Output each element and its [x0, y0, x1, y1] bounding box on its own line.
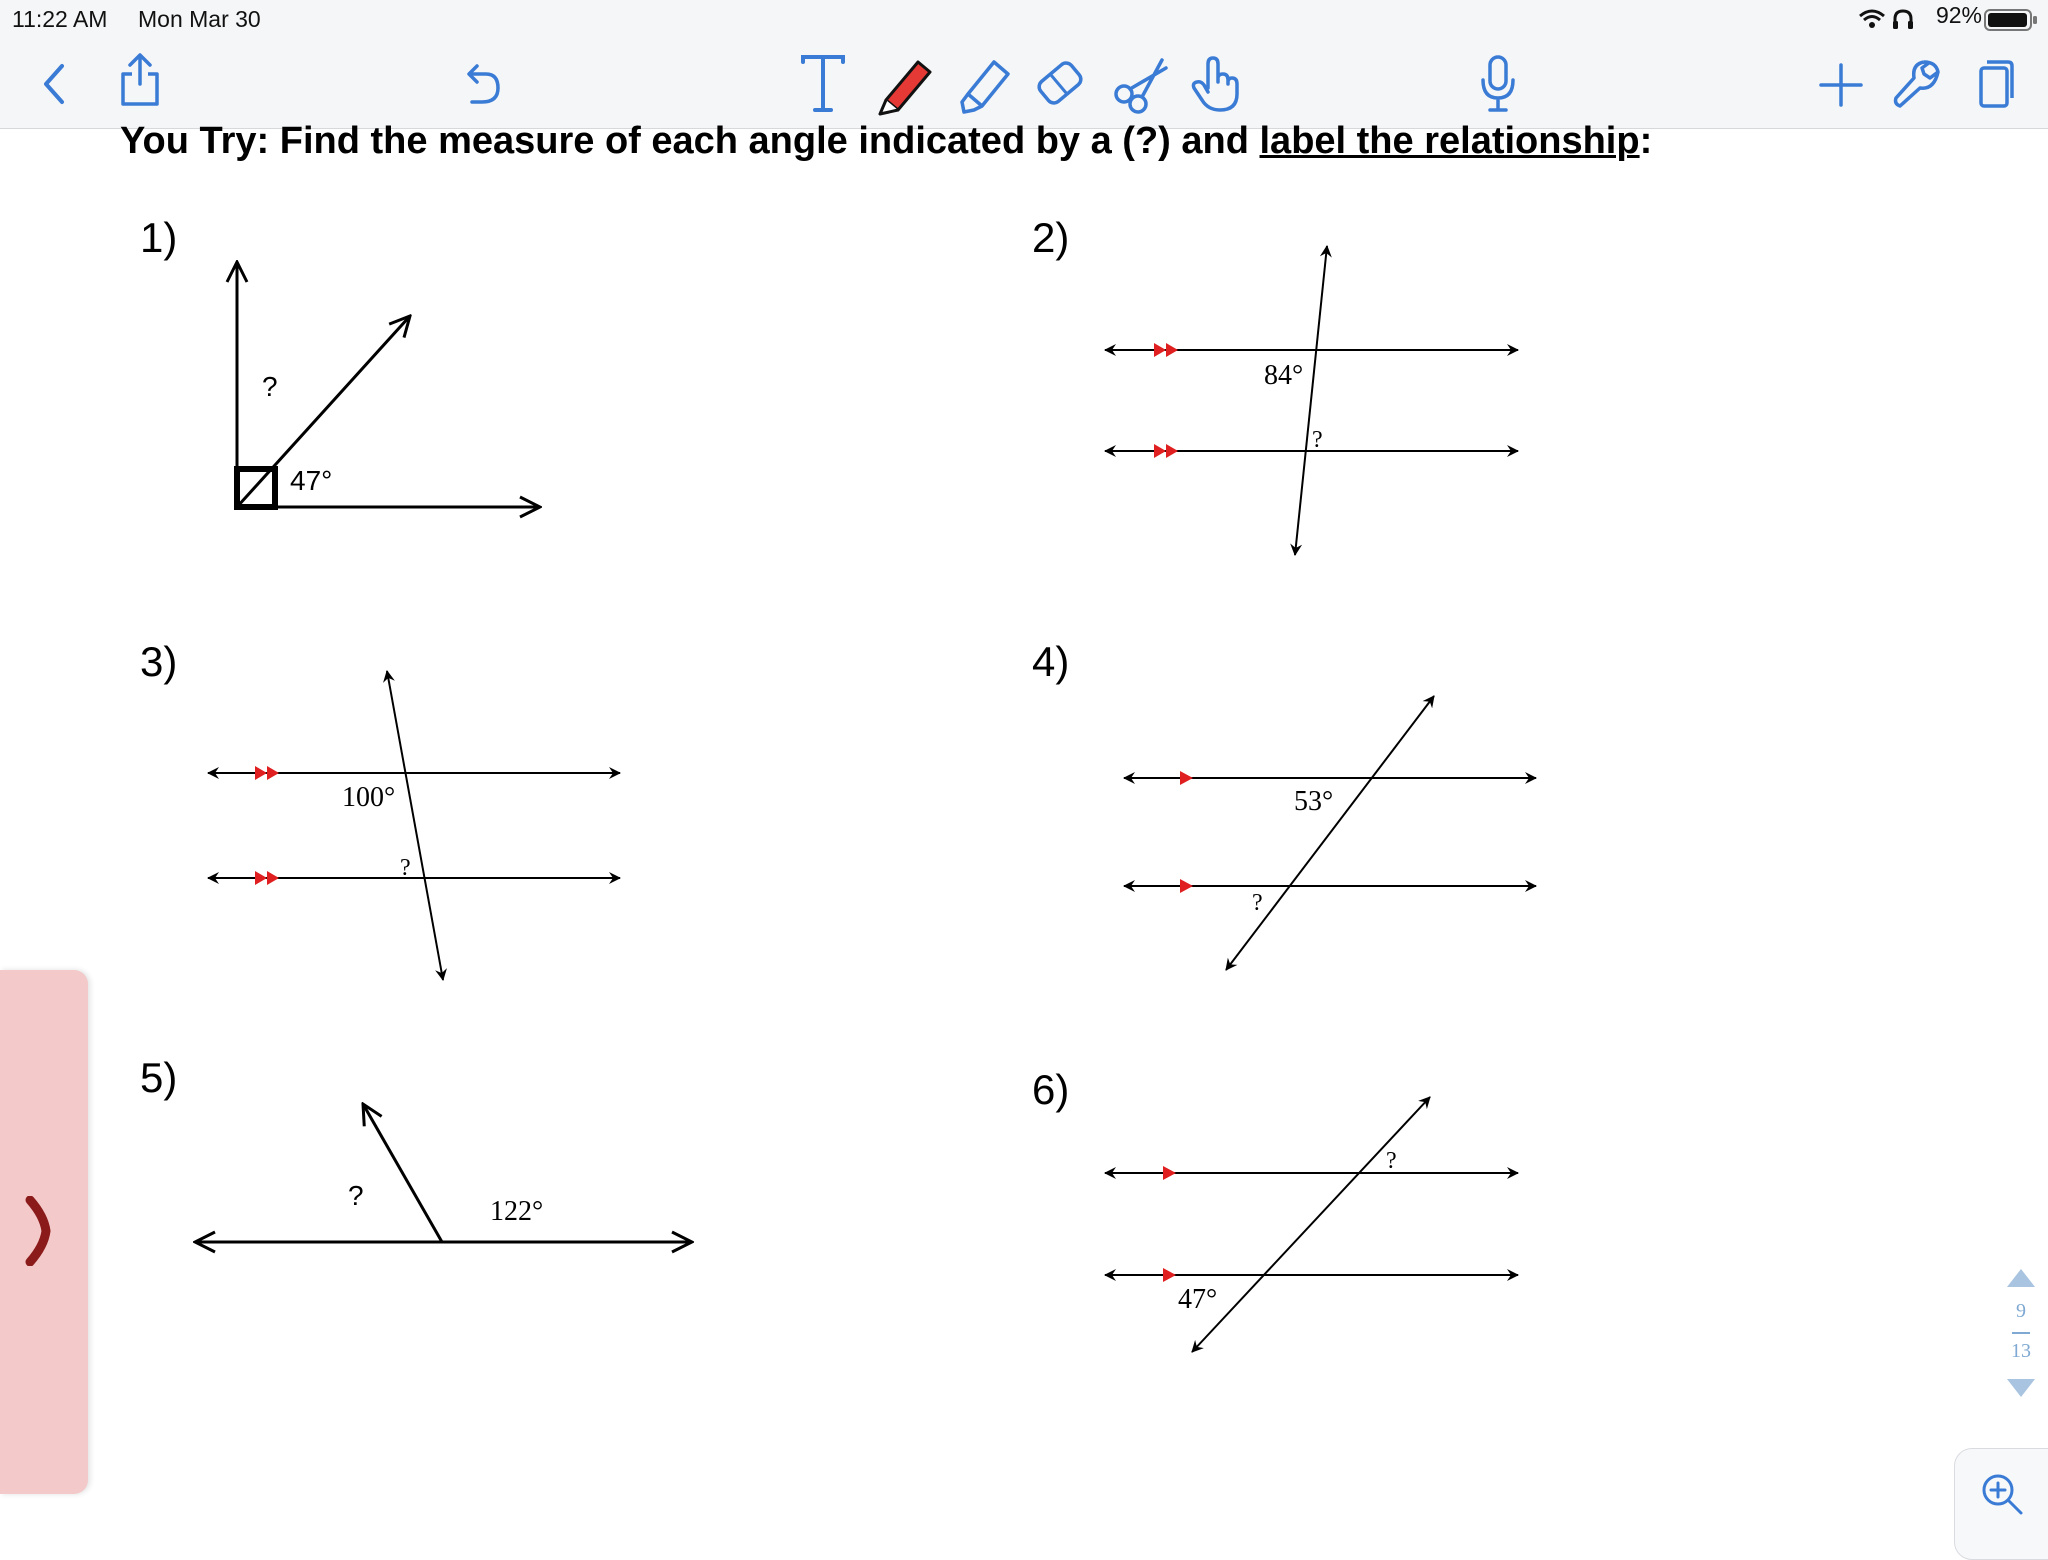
problem-1-number: 1) [140, 214, 178, 261]
zoom-button[interactable] [1954, 1448, 2048, 1560]
status-date: Mon Mar 30 [138, 6, 261, 32]
status-time: 11:22 AM [12, 6, 108, 32]
problem-1-angle-label: 47° [290, 465, 333, 496]
problem-5-diagram [195, 1104, 692, 1242]
problem-5-unknown-label: ? [348, 1180, 364, 1211]
parallel-marks [1163, 1166, 1176, 1282]
heading-colon: : [1639, 120, 1653, 162]
current-page-number: 9 [2016, 1300, 2026, 1322]
problem-2-number: 2) [1032, 214, 1070, 261]
page-divider [2012, 1332, 2030, 1334]
total-page-number: 13 [2011, 1340, 2031, 1362]
problem-1-unknown-label: ? [262, 371, 278, 402]
zoom-in-icon[interactable] [1979, 1471, 2025, 1517]
problem-3-diagram [208, 671, 620, 980]
problem-3-angle-label: 100° [342, 782, 396, 813]
problem-4-angle-label: 53° [1294, 786, 1334, 817]
heading-text: You Try: Find the measure of each angle indicated by a (?) and [120, 120, 1260, 162]
problem-2-diagram [1105, 246, 1518, 555]
problem-6-unknown-label: ? [1386, 1148, 1397, 1174]
problem-2-unknown-label: ? [1312, 427, 1323, 453]
problem-4-unknown-label: ? [1252, 890, 1263, 916]
parallel-marks [1180, 771, 1193, 893]
problem-4-number: 4) [1032, 638, 1070, 685]
problem-1-diagram [237, 262, 540, 507]
battery-percentage: 92% [1935, 2, 1982, 28]
problem-6-diagram [1105, 1097, 1518, 1352]
problem-2-angle-label: 84° [1264, 360, 1304, 391]
problem-3-number: 3) [140, 638, 178, 685]
page-up-icon[interactable] [2006, 1268, 2036, 1288]
page-indicator [2006, 1268, 2036, 1398]
problem-4-diagram [1124, 696, 1536, 970]
parallel-marks [1154, 343, 1178, 458]
parallel-marks [255, 766, 279, 885]
problem-6-number: 6) [1032, 1066, 1070, 1113]
problem-6-angle-label: 47° [1178, 1284, 1218, 1315]
problem-5-number: 5) [140, 1054, 178, 1101]
page-down-icon[interactable] [2006, 1378, 2036, 1398]
side-panel-toggle[interactable] [0, 970, 88, 1494]
chevron-right-icon[interactable] [24, 1196, 54, 1266]
problem-3-unknown-label: ? [400, 855, 411, 881]
heading-underlined-text: label the relationship [1259, 120, 1640, 162]
problem-5-angle-label: 122° [490, 1196, 544, 1227]
